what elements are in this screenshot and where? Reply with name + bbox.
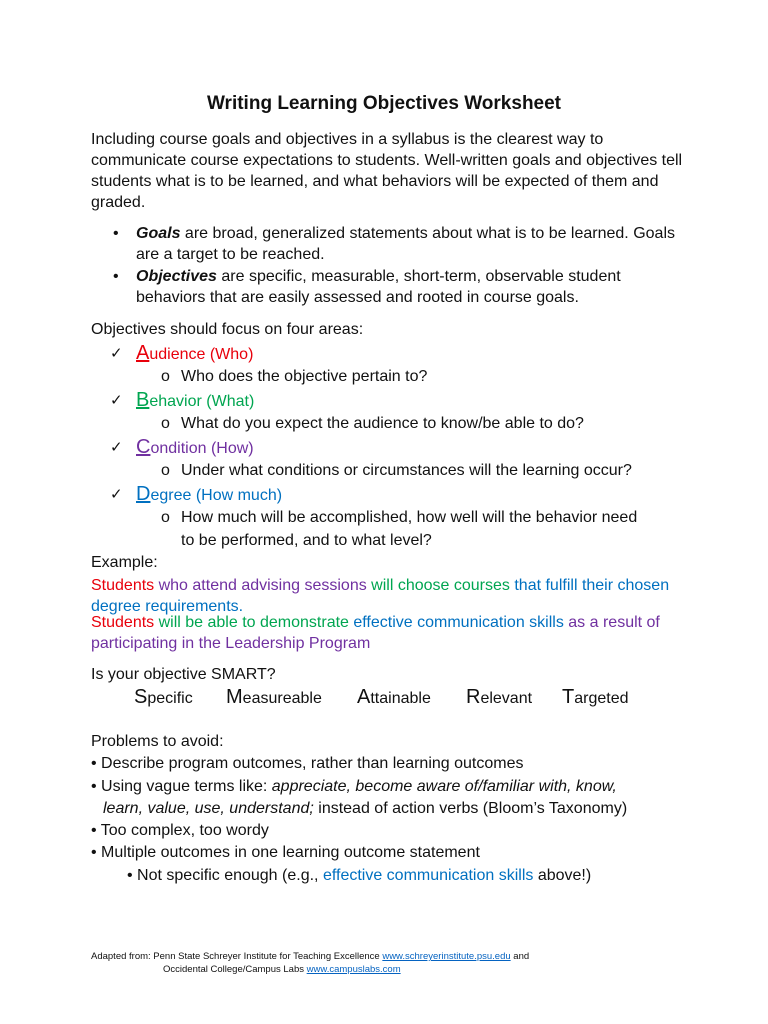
smart-word: pecific bbox=[147, 690, 193, 707]
smart-specific bbox=[134, 686, 193, 709]
area-letter: C bbox=[136, 435, 151, 458]
schreyer-link[interactable]: www.schreyerinstitute.psu.edu bbox=[382, 951, 511, 962]
area-question bbox=[91, 507, 651, 552]
smart-attainable bbox=[357, 686, 431, 709]
problems-section bbox=[91, 731, 711, 887]
area-label: udience (Who) bbox=[149, 345, 254, 363]
example-1 bbox=[91, 575, 671, 617]
smart-letter: T bbox=[562, 686, 575, 708]
example-2 bbox=[91, 612, 666, 654]
area-question-text: What do you expect the audience to know/be able to do? bbox=[181, 415, 584, 432]
example-degree: that fulfill their chosen degree requirements. bbox=[91, 576, 670, 615]
sub-bullet-icon: o bbox=[161, 509, 170, 526]
vague-terms: learn, value, use, understand; bbox=[103, 799, 314, 817]
area-audience bbox=[91, 342, 711, 367]
area-question bbox=[91, 413, 711, 436]
area-question-text: How much will be accomplished, how well will the behavior need to be performed, and to what level? bbox=[181, 509, 638, 549]
area-label: ondition (How) bbox=[150, 439, 254, 457]
area-condition bbox=[91, 436, 711, 461]
area-label: egree (How much) bbox=[150, 486, 283, 504]
smart-word: argeted bbox=[574, 690, 629, 707]
area-label: ehavior (What) bbox=[149, 392, 255, 410]
problem-text: • Using vague terms like: bbox=[91, 777, 272, 795]
problem-item: • Describe program outcomes, rather than learning outcomes bbox=[91, 755, 524, 773]
footer-text: Occidental College/Campus Labs bbox=[163, 964, 307, 975]
footer-credits bbox=[91, 950, 529, 976]
sub-bullet-icon: o bbox=[161, 462, 170, 479]
area-question-text: Under what conditions or circumstances will the learning occur? bbox=[181, 462, 632, 479]
area-letter: B bbox=[136, 388, 150, 411]
example-audience: Students bbox=[91, 576, 155, 594]
smart-question: Is your objective SMART? bbox=[91, 666, 276, 683]
problems-title: Problems to avoid: bbox=[91, 733, 224, 750]
smart-word: easureable bbox=[242, 690, 322, 707]
problem-item bbox=[91, 776, 711, 798]
smart-relevant bbox=[466, 686, 532, 709]
example-behavior: will choose courses bbox=[366, 576, 510, 594]
intro-paragraph: Including course goals and objectives in a syllabus is the clearest way to communicate course expectations to students. Well-written goals and objectives tell students what is to be learned, and what behaviors will be expected of them and graded. bbox=[91, 131, 683, 211]
smart-letter: S bbox=[134, 686, 148, 708]
problem-text: above!) bbox=[533, 866, 592, 884]
checkmark-icon: ✓ bbox=[110, 390, 123, 409]
objectives-bullet bbox=[91, 266, 691, 308]
goals-term: Goals bbox=[136, 225, 181, 242]
sub-bullet-icon: o bbox=[161, 368, 170, 385]
campuslabs-link[interactable]: www.campuslabs.com bbox=[306, 964, 401, 975]
page-title: Writing Learning Objectives Worksheet bbox=[206, 93, 562, 114]
example-label: Example: bbox=[91, 554, 158, 571]
goals-bullet bbox=[91, 223, 691, 265]
footer-line-1 bbox=[91, 950, 529, 963]
area-letter: A bbox=[136, 341, 150, 364]
problem-text: • Not specific enough (e.g., bbox=[127, 866, 323, 884]
smart-word: ttainable bbox=[370, 690, 431, 707]
example-audience: Students bbox=[91, 614, 155, 631]
problem-item bbox=[91, 865, 711, 887]
objectives-text: are specific, measurable, short-term, observable student behaviors that are easily assessed and rooted in course goals. bbox=[136, 268, 621, 306]
footer-text: and bbox=[510, 951, 530, 962]
vague-terms: appreciate, become aware of/familiar with, know, bbox=[271, 777, 617, 795]
focus-intro: Objectives should focus on four areas: bbox=[91, 321, 364, 338]
area-question bbox=[91, 366, 711, 389]
example-condition: who attend advising sessions bbox=[154, 576, 367, 594]
smart-targeted bbox=[562, 686, 628, 709]
smart-letter: A bbox=[357, 686, 371, 708]
goals-text: are broad, generalized statements about what is to be learned. Goals are a target to be reached. bbox=[136, 225, 675, 263]
checkmark-icon: ✓ bbox=[110, 437, 123, 456]
area-question-text: Who does the objective pertain to? bbox=[181, 368, 428, 385]
bullet-icon: • bbox=[113, 225, 119, 242]
problem-item-continued bbox=[91, 798, 711, 820]
checkmark-icon: ✓ bbox=[110, 484, 123, 503]
area-letter: D bbox=[136, 482, 151, 505]
problem-item: • Too complex, too wordy bbox=[91, 822, 269, 840]
definitions-list bbox=[91, 223, 691, 309]
sub-bullet-icon: o bbox=[161, 415, 170, 432]
example-condition: as a result of participating in the Leadership Program bbox=[91, 614, 660, 652]
checkmark-icon: ✓ bbox=[110, 343, 123, 362]
problem-text: instead of action verbs (Bloom’s Taxonomy) bbox=[313, 799, 628, 817]
objectives-term: Objectives bbox=[136, 268, 217, 285]
smart-letter: R bbox=[466, 686, 481, 708]
smart-word: elevant bbox=[480, 690, 533, 707]
bullet-icon: • bbox=[113, 268, 119, 285]
smart-measureable bbox=[226, 686, 322, 709]
example-behavior: will be able to demonstrate bbox=[154, 614, 354, 631]
area-question bbox=[91, 460, 711, 483]
area-degree bbox=[91, 483, 711, 508]
footer-text: Adapted from: Penn State Schreyer Institute for Teaching Excellence bbox=[91, 951, 383, 962]
smart-letter: M bbox=[226, 686, 243, 708]
area-behavior bbox=[91, 389, 711, 414]
footer-line-2 bbox=[91, 963, 529, 976]
problem-item: • Multiple outcomes in one learning outcome statement bbox=[91, 844, 480, 862]
highlight-text: effective communication skills bbox=[322, 866, 534, 884]
four-areas-section bbox=[91, 319, 711, 617]
example-degree: effective communication skills bbox=[353, 614, 564, 631]
